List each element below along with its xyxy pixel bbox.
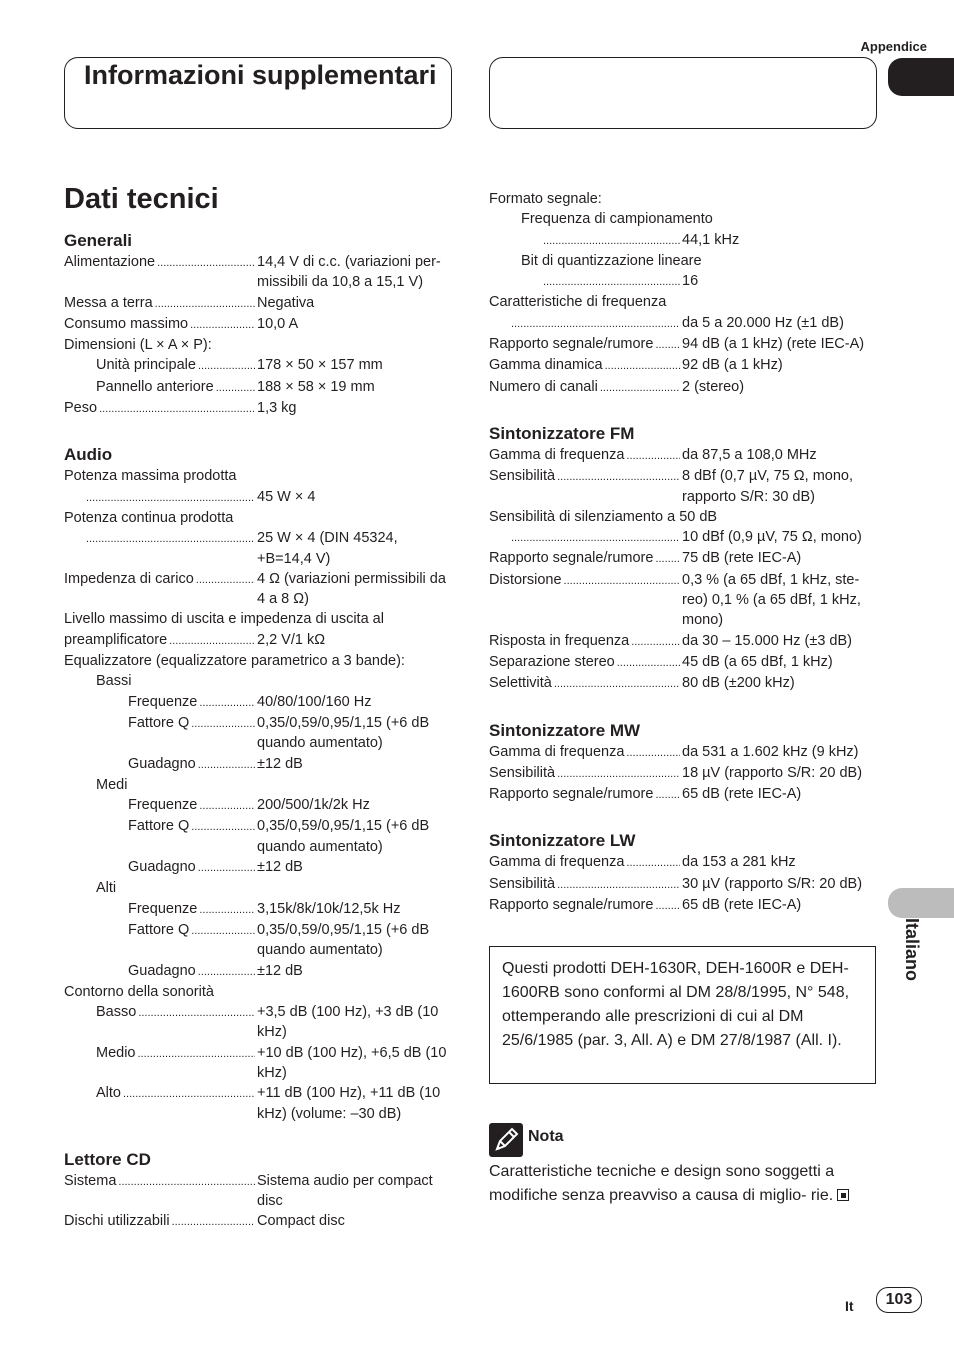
spec-row [64, 1002, 454, 1043]
spec-row [64, 528, 454, 569]
spec-row [64, 795, 454, 816]
spec-label: Guadagno [128, 859, 196, 876]
spec-row [64, 899, 454, 920]
spec-value: 65 dB (rete IEC-A) [682, 897, 802, 914]
spec-label: Sensibilità [489, 468, 556, 485]
spec-row [489, 466, 879, 507]
spec-label: Selettività [489, 675, 552, 692]
spec-label: Medio [96, 1044, 136, 1061]
section-tab [888, 58, 954, 96]
spec-row [489, 570, 879, 631]
spec-label: Fattore Q [128, 921, 190, 938]
spec-value: 75 dB (rete IEC-A) [682, 550, 802, 567]
spec-label: Sistema [64, 1172, 117, 1189]
spec-label: Frequenze [128, 900, 198, 917]
spec-label: Unità principale [96, 357, 196, 374]
section-title: Informazioni supplementari [84, 60, 437, 90]
spec-label: Potenza continua prodotta [64, 509, 234, 526]
spec-label: Guadagno [128, 755, 196, 772]
end-mark-icon [837, 1189, 849, 1201]
spec-value: da 30 – 15.000 Hz (±3 dB) [682, 632, 852, 649]
compliance-notice: Questi prodotti DEH-1630R, DEH-1600R e DEH-1600RB sono conformi al DM 28/8/1995, N° 548, ottemperando alle prescrizioni di cui al DM 25/6/1985 (par. 3, All. A) e DM 27/8/1987 (All. I). [489, 946, 876, 1084]
spec-row [64, 398, 454, 419]
spec-value: 10,0 A [257, 315, 299, 332]
section-heading-lettore-cd: Lettore CD [64, 1149, 151, 1169]
band-name: Bassi [96, 673, 132, 690]
spec-row [64, 1043, 454, 1084]
appendix-label: Appendice [860, 39, 927, 54]
header-box-right [489, 57, 877, 129]
spec-row [489, 548, 879, 569]
spec-label: Dimensioni (L × A × P): [64, 337, 212, 354]
spec-row [489, 742, 879, 763]
spec-label: Frequenze [128, 693, 198, 710]
spec-value: da 531 a 1.602 kHz (9 kHz) [682, 743, 859, 760]
spec-row [489, 652, 879, 673]
spec-row [64, 754, 454, 775]
spec-label: Rapporto segnale/rumore [489, 786, 654, 803]
spec-label: Sensibilità di silenziamento a 50 dB [489, 508, 718, 525]
spec-label: Caratteristiche di frequenza [489, 294, 667, 311]
language-label: Italiano [902, 918, 922, 982]
spec-value: Compact disc [257, 1213, 345, 1230]
spec-value: ±12 dB [257, 962, 303, 979]
language-label-wrap [900, 918, 924, 998]
section-heading-mw: Sintonizzatore MW [489, 720, 641, 740]
spec-label: Gamma dinamica [489, 357, 603, 374]
language-code: It [845, 1298, 854, 1314]
band-name: Alti [96, 880, 117, 897]
spec-row [64, 961, 454, 982]
spec-value: 25 W × 4 (DIN 45324, +B=14,4 V) [257, 530, 398, 567]
spec-row [64, 569, 454, 610]
spec-row [489, 271, 879, 292]
spec-value: 178 × 50 × 157 mm [257, 357, 383, 374]
note-heading: Nota [528, 1128, 564, 1145]
spec-row [489, 445, 879, 466]
spec-label: Rapporto segnale/rumore [489, 897, 654, 914]
spec-value: 8 dBf (0,7 µV, 75 Ω, mono, rapporto S/R: 30 dB) [682, 468, 854, 505]
spec-value: 2 (stereo) [682, 378, 745, 395]
spec-label: Peso [64, 400, 98, 417]
pencil-note-icon [489, 1123, 523, 1157]
spec-row [489, 673, 879, 694]
spec-value: Sistema audio per compact disc [257, 1172, 433, 1210]
spec-row [489, 763, 879, 784]
spec-label: Rapporto segnale/rumore [489, 336, 654, 353]
spec-label: Gamma di frequenza [489, 854, 625, 871]
spec-label: Numero di canali [489, 378, 598, 395]
spec-value: 92 dB (a 1 kHz) [682, 357, 783, 374]
spec-value: da 87,5 a 108,0 MHz [682, 446, 817, 463]
spec-row [489, 895, 879, 916]
spec-row [489, 874, 879, 895]
spec-row [64, 1211, 454, 1232]
spec-value: +10 dB (100 Hz), +6,5 dB (10 kHz) [257, 1044, 447, 1081]
spec-label: Pannello anteriore [96, 378, 214, 395]
spec-value: ±12 dB [257, 755, 303, 772]
spec-label: Risposta in frequenza [489, 632, 630, 649]
spec-row [489, 784, 879, 805]
spec-row [64, 487, 454, 508]
spec-label: Formato segnale: [489, 191, 602, 207]
spec-label: Distorsione [489, 571, 562, 588]
spec-label: Separazione stereo [489, 653, 615, 670]
spec-label: Gamma di frequenza [489, 743, 625, 760]
spec-row [489, 313, 879, 334]
section-heading-lw: Sintonizzatore LW [489, 831, 636, 851]
spec-row [489, 334, 879, 355]
page-title: Dati tecnici [64, 183, 219, 215]
spec-label: Messa a terra [64, 294, 153, 311]
spec-label: Sensibilità [489, 764, 556, 781]
spec-label: Gamma di frequenza [489, 446, 625, 463]
spec-value: 188 × 58 × 19 mm [257, 378, 375, 395]
spec-row [489, 230, 879, 251]
language-tab [888, 888, 954, 918]
spec-row [489, 377, 879, 398]
spec-value: Negativa [257, 294, 315, 311]
spec-label: Potenza massima prodotta [64, 468, 237, 485]
spec-row [489, 355, 879, 376]
spec-row [64, 293, 454, 314]
spec-row [64, 355, 454, 376]
section-heading-fm: Sintonizzatore FM [489, 423, 635, 443]
spec-row [64, 630, 454, 651]
spec-label: Equalizzatore (equalizzatore parametrico a 3 bande): [64, 653, 405, 670]
spec-label: Alto [96, 1085, 121, 1102]
spec-value: da 5 a 20.000 Hz (±1 dB) [682, 314, 844, 331]
spec-value: 30 µV (rapporto S/R: 20 dB) [682, 875, 863, 892]
spec-value: 2,2 V/1 kΩ [257, 631, 326, 648]
spec-row [64, 857, 454, 878]
spec-column-right [489, 189, 879, 916]
spec-value: 4 Ω (variazioni permissibili da 4 a 8 Ω) [257, 570, 446, 608]
spec-label: Alimentazione [64, 254, 156, 270]
spec-value: 3,15k/8k/10k/12,5k Hz [257, 900, 401, 917]
spec-label: Livello massimo di uscita e impedenza di uscita al [64, 611, 384, 628]
spec-row [489, 631, 879, 652]
spec-value: 45 dB (a 65 dBf, 1 kHz) [682, 653, 833, 670]
section-heading-generali: Generali [64, 231, 133, 250]
spec-value: +11 dB (100 Hz), +11 dB (10 kHz) (volume: –30 dB) [257, 1085, 441, 1122]
spec-value: 0,35/0,59/0,95/1,15 (+6 dB quando aumentato) [257, 921, 430, 959]
spec-label: Consumo massimo [64, 315, 189, 332]
spec-row [64, 252, 454, 293]
spec-row [489, 527, 879, 548]
spec-value: 40/80/100/160 Hz [257, 693, 372, 710]
spec-label: Frequenza di campionamento [521, 211, 713, 228]
band-name: Medi [96, 776, 128, 793]
spec-value: +3,5 dB (100 Hz), +3 dB (10 kHz) [257, 1004, 439, 1041]
spec-label: Impedenza di carico [64, 570, 194, 587]
spec-row [64, 1083, 454, 1124]
spec-value: 0,35/0,59/0,95/1,15 (+6 dB quando aumentato) [257, 818, 430, 855]
spec-label: preamplificatore [64, 631, 168, 648]
spec-label: Contorno della sonorità [64, 983, 214, 1000]
spec-row [489, 852, 879, 873]
note-text [489, 1160, 874, 1208]
spec-value: 0,35/0,59/0,95/1,15 (+6 dB quando aumentato) [257, 714, 430, 752]
spec-value: 45 W × 4 [257, 488, 316, 505]
spec-value: 10 dBf (0,9 µV, 75 Ω, mono) [682, 529, 862, 546]
note-body: Caratteristiche tecniche e design sono soggetti a modifiche senza preavviso a causa di miglio- rie. [489, 1163, 835, 1204]
spec-row [64, 377, 454, 398]
spec-column-left [64, 230, 454, 1233]
spec-value: 16 [682, 273, 699, 290]
spec-row [64, 920, 454, 961]
spec-label: Frequenze [128, 797, 198, 814]
spec-label: Rapporto segnale/rumore [489, 550, 654, 567]
spec-label: Sensibilità [489, 875, 556, 892]
spec-value: 14,4 V di c.c. (variazioni per- missibili da 10,8 a 15,1 V) [257, 254, 441, 291]
page-number: 103 [876, 1287, 922, 1313]
section-heading-audio: Audio [64, 445, 113, 465]
spec-label: Fattore Q [128, 714, 190, 731]
spec-value: 94 dB (a 1 kHz) (rete IEC-A) [682, 336, 865, 353]
spec-label: Guadagno [128, 962, 196, 979]
spec-value: 80 dB (±200 kHz) [682, 675, 795, 692]
spec-value: 18 µV (rapporto S/R: 20 dB) [682, 764, 863, 781]
spec-value: 1,3 kg [257, 400, 297, 417]
spec-value: 65 dB (rete IEC-A) [682, 786, 802, 803]
spec-value: da 153 a 281 kHz [682, 854, 796, 871]
spec-value: 200/500/1k/2k Hz [257, 797, 370, 814]
spec-label: Bit di quantizzazione lineare [521, 252, 702, 269]
spec-row [64, 314, 454, 335]
spec-row [64, 692, 454, 713]
spec-row [64, 816, 454, 857]
spec-label: Basso [96, 1004, 137, 1021]
spec-row [64, 713, 454, 754]
spec-value: ±12 dB [257, 859, 303, 876]
spec-value: 0,3 % (a 65 dBf, 1 kHz, ste- reo) 0,1 % (a 65 dBf, 1 kHz, mono) [682, 571, 861, 629]
spec-row [64, 1171, 454, 1212]
spec-label: Dischi utilizzabili [64, 1213, 170, 1230]
spec-value: 44,1 kHz [682, 231, 740, 248]
spec-label: Fattore Q [128, 818, 190, 835]
